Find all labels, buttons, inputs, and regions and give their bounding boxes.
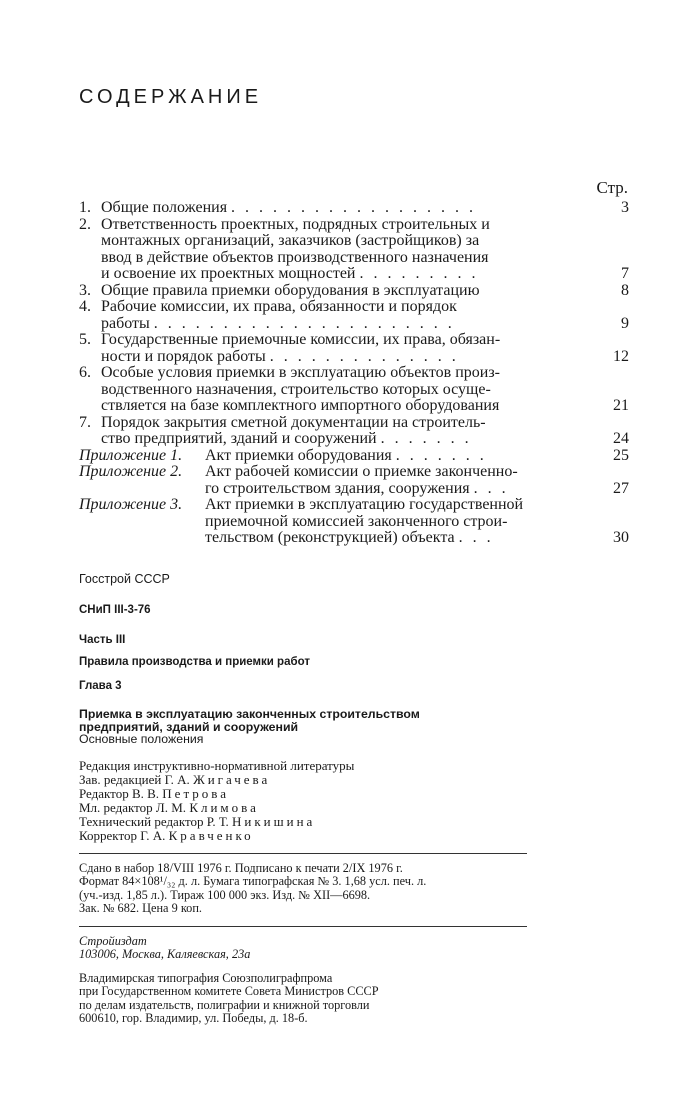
toc-page-number: 12 bbox=[613, 347, 629, 365]
toc-entry-line bbox=[79, 250, 579, 267]
toc-entry-title: Акт рабочей комиссии о приемке законченно- bbox=[205, 463, 518, 480]
toc-entry-title: Рабочие комиссии, их права, обязанности и порядок bbox=[101, 298, 457, 315]
toc-entry bbox=[79, 200, 629, 217]
toc-entry-title: и освоение их проектных мощностей bbox=[101, 265, 356, 282]
publisher-name: Стройиздат bbox=[79, 933, 147, 948]
toc-leader-dots: . . . . . . . bbox=[380, 430, 472, 447]
subject-subtitle: Основные положения bbox=[79, 732, 204, 746]
toc-entry-line bbox=[79, 299, 579, 316]
toc-entry-line bbox=[79, 365, 579, 382]
toc-page-number: 30 bbox=[613, 529, 629, 546]
editor-name: Климова bbox=[189, 799, 259, 815]
printer-line: 600610, гор. Владимир, ул. Победы, д. 18-б. bbox=[79, 1011, 308, 1025]
toc-entry-title: ствляется на базе комплектного импортного оборудования bbox=[101, 397, 500, 414]
toc-page-number: 9 bbox=[621, 314, 629, 332]
toc-entry-text bbox=[79, 299, 579, 332]
editor-role: Зав. редакцией Г. А. bbox=[79, 771, 190, 787]
imprint-block bbox=[79, 572, 539, 1026]
toc-leader-dots: . . . . . . . . . . . . . . . . . . . . . . bbox=[153, 314, 455, 332]
toc-entry-line bbox=[79, 497, 579, 514]
toc-entry-number: 7. bbox=[79, 413, 91, 431]
toc-entry-line bbox=[79, 530, 579, 547]
toc-entry bbox=[79, 332, 629, 365]
toc-page-number: 7 bbox=[621, 265, 629, 282]
toc-leader-dots: . . . . . . . bbox=[395, 446, 487, 464]
editor-name: Кравченко bbox=[168, 827, 254, 843]
toc-entry-text bbox=[79, 497, 579, 547]
toc-entry-line bbox=[79, 283, 579, 300]
toc-entry-title: Государственные приемочные комиссии, их права, обязан- bbox=[101, 331, 501, 348]
editor-role: Редактор В. В. bbox=[79, 785, 160, 801]
toc-page-number: 8 bbox=[621, 281, 629, 299]
appendix-label: Приложение 3. bbox=[79, 496, 183, 513]
toc-entry-title: Акт приемки оборудования bbox=[205, 446, 392, 464]
printer-line: Владимирская типография Союзполиграфпрома bbox=[79, 970, 333, 985]
print-info-line: Сдано в набор 18/VIII 1976 г. Подписано к печати 2/IX 1976 г. bbox=[79, 860, 403, 875]
toc-entry bbox=[79, 283, 629, 300]
toc-entry-text bbox=[79, 200, 579, 217]
toc-entry-title: тельством (реконструкцией) объекта bbox=[205, 529, 455, 546]
subject-line: предприятий, зданий и сооружений bbox=[79, 719, 299, 734]
print-info bbox=[79, 862, 539, 916]
toc-entry bbox=[79, 365, 629, 415]
toc-entry-text bbox=[79, 448, 579, 465]
toc-leader-dots: . . . bbox=[458, 529, 494, 546]
editor-role: Корректор Г. А. bbox=[79, 827, 166, 843]
table-of-contents bbox=[79, 200, 629, 547]
toc-entry bbox=[79, 299, 629, 332]
toc-entry-title: монтажных организаций, заказчиков (застройщиков) за bbox=[101, 232, 480, 249]
appendix-label: Приложение 2. bbox=[79, 463, 183, 480]
divider bbox=[79, 926, 527, 927]
toc-entry-line bbox=[79, 398, 579, 415]
editor-name: Никишина bbox=[231, 813, 316, 829]
toc-entry-title: Акт приемки в эксплуатацию государственной bbox=[205, 496, 524, 513]
toc-entry-line bbox=[79, 217, 579, 234]
print-info-line: (уч.-изд. 1,85 л.). Тираж 100 000 экз. Изд. № XII—6698. bbox=[79, 887, 371, 902]
toc-entry-title: работы bbox=[101, 314, 150, 332]
toc-entry-title: ство предприятий, зданий и сооружений bbox=[101, 430, 377, 447]
toc-entry-line bbox=[79, 233, 579, 250]
org-name: Госстрой СССР bbox=[79, 572, 170, 586]
toc-entry-line bbox=[79, 431, 579, 448]
toc-entry-number: 4. bbox=[79, 298, 91, 315]
toc-entry-number: 3. bbox=[79, 281, 91, 299]
toc-entry-text bbox=[79, 332, 579, 365]
editor-line bbox=[79, 829, 539, 843]
editor-line bbox=[79, 759, 539, 773]
toc-entry-title: го строительством здания, сооружения bbox=[205, 479, 470, 497]
toc-page-number: 27 bbox=[613, 479, 629, 497]
toc-entry-number: 1. bbox=[79, 199, 91, 216]
printer-line: по делам издательств, полиграфии и книжной торговли bbox=[79, 997, 370, 1012]
toc-leader-dots: . . . . . . . . . bbox=[359, 265, 479, 282]
toc-entry-text bbox=[79, 217, 579, 283]
toc-entry-title: Общие правила приемки оборудования в эксплуатацию bbox=[101, 281, 480, 299]
toc-entry-line bbox=[79, 464, 579, 481]
editor-line bbox=[79, 801, 539, 815]
toc-entry-title: водственного назначения, строительство которых осуще- bbox=[101, 380, 491, 398]
toc-entry-line bbox=[79, 481, 579, 498]
toc-entry-title: Особые условия приемки в эксплуатацию объектов произ- bbox=[101, 364, 500, 381]
subject-line: Приемка в эксплуатацию законченных строительством bbox=[79, 707, 420, 721]
toc-entry-line bbox=[79, 382, 579, 399]
toc-entry bbox=[79, 217, 629, 283]
part-label: Часть III bbox=[79, 634, 126, 646]
printer-line: при Государственном комитете Совета Министров СССР bbox=[79, 984, 379, 998]
toc-page-number: 3 bbox=[621, 199, 629, 216]
document-code: СНиП III-3-76 bbox=[79, 604, 151, 616]
toc-appendix-entry bbox=[79, 464, 629, 497]
toc-entry-title: приемочной комиссией законченного строи- bbox=[205, 512, 508, 530]
toc-entry-title: ввод в действие объектов производственного назначения bbox=[101, 248, 489, 266]
toc-page-number: 25 bbox=[613, 446, 629, 464]
toc-entry-title: ности и порядок работы bbox=[101, 347, 266, 365]
publisher-block bbox=[79, 935, 539, 1026]
chapter-label: Глава 3 bbox=[79, 680, 122, 692]
toc-entry bbox=[79, 415, 629, 448]
editorial-staff bbox=[79, 759, 539, 843]
toc-entry-line bbox=[79, 349, 579, 366]
toc-entry-line bbox=[79, 415, 579, 432]
toc-page-number: 24 bbox=[613, 430, 629, 447]
toc-entry-title: Порядок закрытия сметной документации на строитель- bbox=[101, 413, 486, 431]
toc-entry-number: 5. bbox=[79, 331, 91, 348]
rules-label: Правила производства и приемки работ bbox=[79, 656, 310, 668]
publisher-address: 103006, Москва, Каляевская, 23а bbox=[79, 947, 251, 961]
divider bbox=[79, 853, 527, 854]
editor-name: Жигачева bbox=[193, 771, 271, 787]
toc-entry-title: Общие положения bbox=[101, 199, 228, 216]
editor-role: Редакция инструктивно-нормативной литературы bbox=[79, 757, 355, 773]
toc-leader-dots: . . . . . . . . . . . . . . . . . . bbox=[231, 199, 477, 216]
editor-name: Петрова bbox=[162, 785, 230, 801]
editor-role: Мл. редактор Л. М. bbox=[79, 799, 187, 815]
toc-entry-title: Ответственность проектных, подрядных строительных и bbox=[101, 215, 490, 233]
appendix-label: Приложение 1. bbox=[79, 446, 183, 464]
toc-entry-text bbox=[79, 415, 579, 448]
page-title: СОДЕРЖАНИЕ bbox=[79, 86, 263, 108]
toc-entry-number: 2. bbox=[79, 215, 91, 233]
toc-entry-text bbox=[79, 464, 579, 497]
toc-entry-line bbox=[79, 448, 579, 465]
toc-entry-line bbox=[79, 316, 579, 333]
editor-line bbox=[79, 815, 539, 829]
editor-line bbox=[79, 773, 539, 787]
toc-appendix-entry bbox=[79, 448, 629, 465]
toc-leader-dots: . . . . . . . . . . . . . . bbox=[269, 347, 459, 365]
print-info-line: Формат 84×108¹/₃₂ д. л. Бумага типографская № 3. 1,68 усл. печ. л. bbox=[79, 874, 427, 888]
print-info-line: Зак. № 682. Цена 9 коп. bbox=[79, 901, 202, 915]
toc-entry-line bbox=[79, 332, 579, 349]
toc-entry-line bbox=[79, 200, 579, 217]
toc-appendix-entry bbox=[79, 497, 629, 547]
toc-entry-text bbox=[79, 283, 579, 300]
page-column-header: Стр. bbox=[596, 178, 628, 197]
editor-role: Технический редактор Р. Т. bbox=[79, 813, 229, 829]
toc-page-number: 21 bbox=[613, 397, 629, 414]
toc-leader-dots: . . . bbox=[473, 479, 509, 497]
editor-line bbox=[79, 787, 539, 801]
toc-entry-line bbox=[79, 514, 579, 531]
toc-entry-line bbox=[79, 266, 579, 283]
toc-entry-text bbox=[79, 365, 579, 415]
toc-entry-number: 6. bbox=[79, 364, 91, 381]
